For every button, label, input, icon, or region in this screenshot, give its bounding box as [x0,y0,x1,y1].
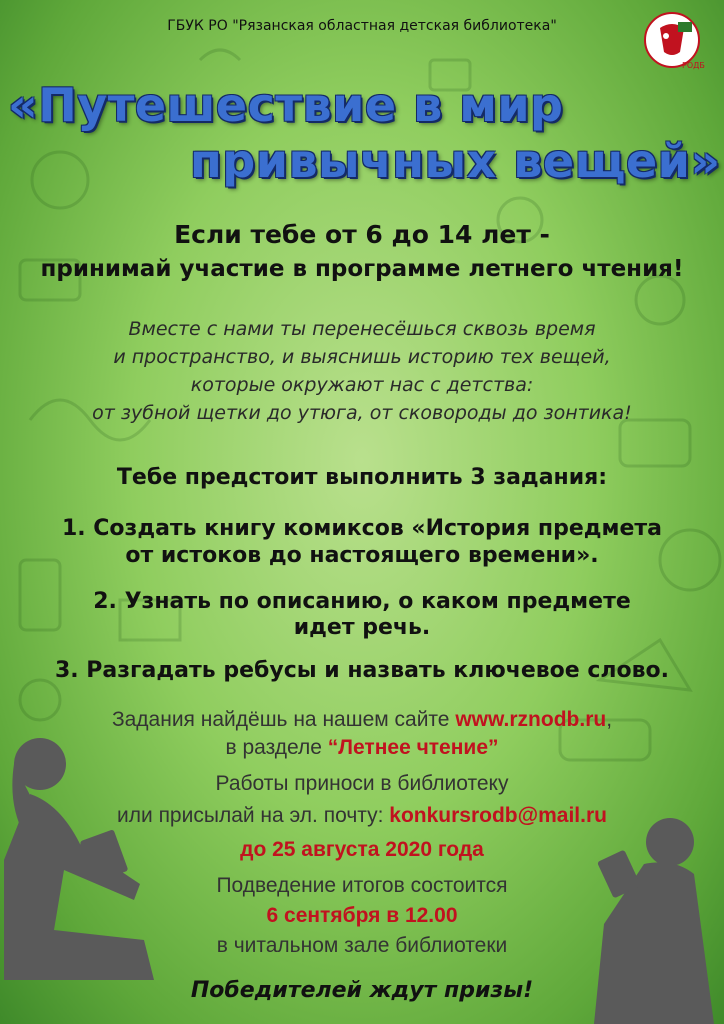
title-line-2: привычных вещей» [190,134,721,188]
tasks-heading: Тебе предстоит выполнить 3 задания: [116,465,608,490]
email-link[interactable]: konkursrodb@mail.ru [389,804,607,827]
task-2-line-2: идет речь. [293,615,431,640]
section-name: “Летнее чтение” [327,736,499,759]
task-1-line-1: 1. Создать книгу комиксов «История предмета [61,516,663,541]
description-line-2: и пространство, и выяснишь историю тех вещей, [113,346,611,368]
section-prefix: в разделе [225,736,328,759]
title-line-1: «Путешествие в мир [8,78,564,132]
bring-line: Работы приноси в библиотеку [215,772,509,795]
site-suffix: , [606,708,613,731]
description-line-3: которые окружают нас с детства: [190,374,534,396]
results-date: 6 сентября в 12.00 [266,904,458,927]
task-2-line-1: 2. Узнать по описанию, о каком предмете [93,589,631,614]
prize-line: Победителей ждут призы! [190,978,534,1003]
logo-text: РОДБ [682,61,705,70]
task-1-line-2: от истоков до настоящего времени». [125,543,599,568]
task-3: 3. Разгадать ребусы и назвать ключевое слово. [54,658,670,683]
site-prefix: Задания найдёшь на нашем сайте [111,708,456,731]
results-place: в читальном зале библиотеки [216,934,508,957]
site-line [0,708,724,732]
section-line [0,736,724,760]
results-line: Подведение итогов состоится [216,874,508,897]
mail-line [0,804,724,828]
join-line: принимай участие в программе летнего чтения! [40,256,684,282]
deadline: до 25 августа 2020 года [240,838,484,861]
organization-name: ГБУК РО "Рязанская областная детская библиотека" [167,18,557,34]
description-line-1: Вместе с нами ты перенесёшься сквозь время [128,318,596,340]
mail-prefix: или присылай на эл. почту: [117,804,390,827]
library-logo-icon [642,10,705,76]
age-line: Если тебе от 6 до 14 лет - [174,220,550,249]
description-line-4: от зубной щетки до утюга, от сковороды до зонтика! [92,402,632,424]
site-link[interactable]: www.rznodb.ru [455,708,607,731]
